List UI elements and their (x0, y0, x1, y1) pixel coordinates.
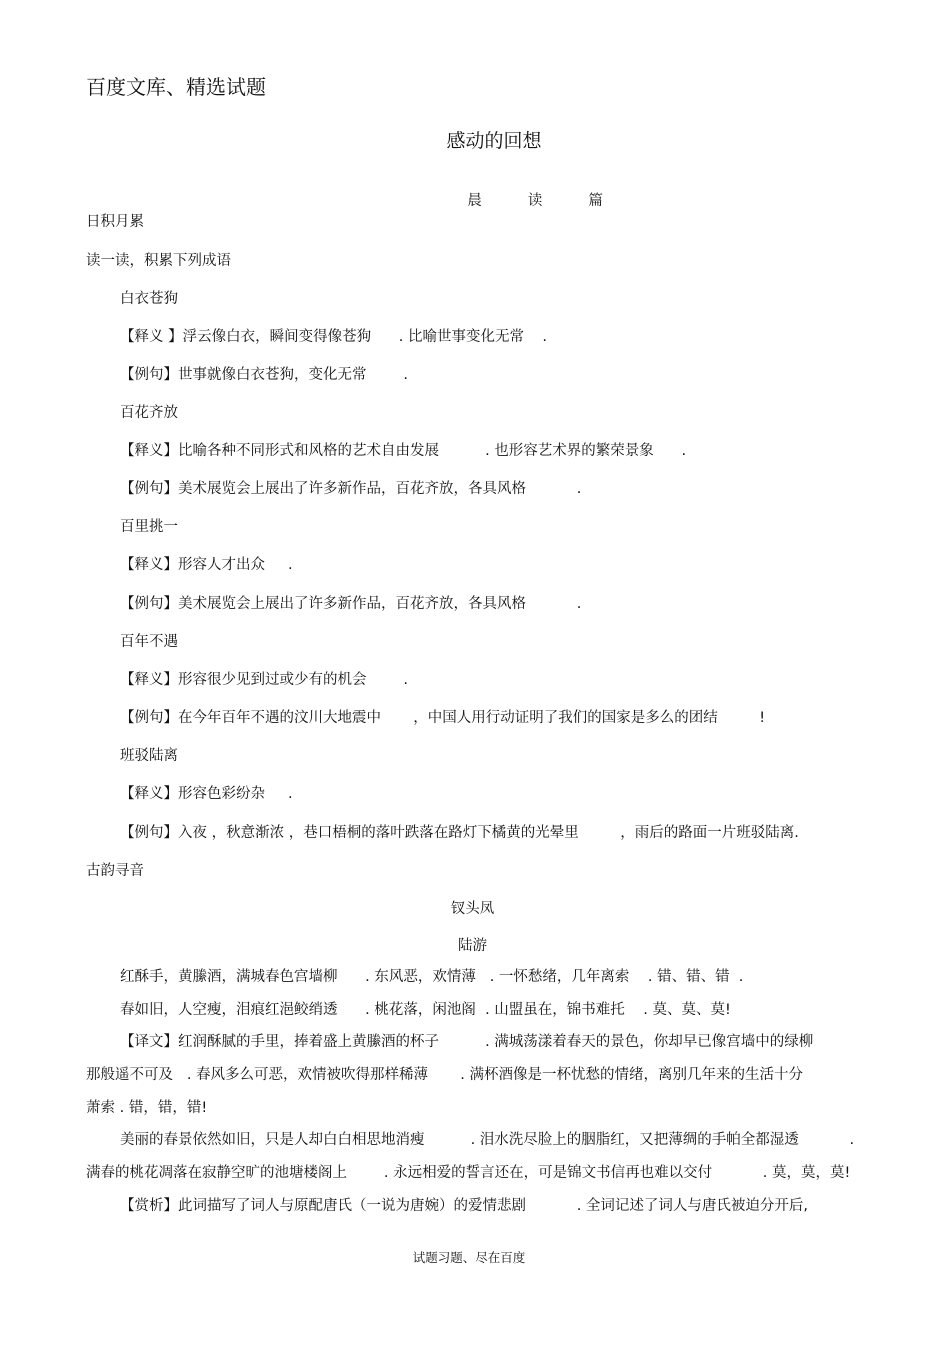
translation-line: 【译文】红润酥腻的手里，捧着盛上黄縢酒的杯子 . 满城荡漾着春天的景色，你却早已像宫墙中的绿柳 (120, 1034, 814, 1050)
translation-line: 满春的桃花凋落在寂静空旷的池塘楼阁上 . 永远相爱的誓言还在，可是锦文书信再也难以交付 . 莫，莫，莫! (86, 1165, 851, 1181)
idiom-meaning: 【释义】形容色彩纷杂 . (120, 786, 293, 802)
page-footer: 试题习题、尽在百度 (412, 1250, 526, 1265)
idiom-word: 百年不遇 (120, 634, 178, 650)
subtitle-char: 晨 (467, 193, 482, 209)
section-heading: 古韵寻音 (86, 863, 144, 879)
idiom-example: 【例句】美术展览会上展出了许多新作品，百花齐放，各具风格 . (120, 481, 582, 497)
subtitle-char: 篇 (588, 193, 603, 209)
subtitle (58, 174, 950, 210)
poem-line: 春如旧，人空瘦，泪痕红浥鲛绡透 . 桃花落，闲池阁 . 山盟虽在，锦书难托 . 莫、莫、莫! (120, 1002, 731, 1018)
subtitle-char: 读 (527, 193, 543, 209)
idiom-word: 白衣苍狗 (120, 291, 178, 307)
idiom-meaning: 【释义】形容人才出众 . (120, 557, 293, 573)
instruction: 读一读，积累下列成语 (86, 253, 231, 269)
idiom-word: 班驳陆离 (120, 748, 178, 764)
idiom-example: 【例句】世事就像白衣苍狗，变化无常 . (120, 367, 408, 383)
poem-title: 钗头凤 (450, 901, 495, 917)
idiom-meaning: 【释义】比喻各种不同形式和风格的艺术自由发展 . 也形容艺术界的繁荣景象 . (120, 443, 687, 459)
section-heading: 日积月累 (86, 214, 144, 230)
poem-author: 陆游 (458, 938, 487, 954)
header-title: 百度文库、精选试题 (86, 75, 266, 99)
idiom-meaning: 【释义】形容很少见到过或少有的机会 . (120, 672, 408, 688)
idiom-example: 【例句】美术展览会上展出了许多新作品，百花齐放，各具风格 . (120, 596, 582, 612)
idiom-meaning: 【释义 】浮云像白衣，瞬间变得像苍狗 . 比喻世事变化无常 . (120, 329, 548, 345)
page-title: 感动的回想 (446, 130, 542, 152)
idiom-example: 【例句】入夜 ，秋意渐浓 ，巷口梧桐的落叶跌落在路灯下橘黄的光晕里 ，雨后的路面一片班驳陆离. (120, 825, 799, 841)
translation-line: 萧索 . 错，错，错! (86, 1100, 208, 1116)
idiom-example: 【例句】在今年百年不遇的汶川大地震中 ，中国人用行动证明了我们的国家是多么的团结 ! (120, 710, 766, 726)
translation-line: 那般遥不可及 . 春风多么可恶，欢情被吹得那样稀薄 . 满杯酒像是一杯忧愁的情绪，离别几年来的生活十分 (86, 1067, 804, 1083)
translation-line: 美丽的春景依然如旧，只是人却白白相思地消瘦 . 泪水洗尽脸上的胭脂红，又把薄绸的手帕全都湿透 . (120, 1132, 855, 1148)
idiom-word: 百里挑一 (120, 519, 178, 535)
idiom-word: 百花齐放 (120, 405, 178, 421)
appreciation: 【赏析】此词描写了词人与原配唐氏（一说为唐婉）的爱情悲剧 . 全词记述了词人与唐氏被迫分开后, (120, 1198, 809, 1214)
poem-line: 红酥手，黄縢酒，满城春色宫墙柳 . 东风恶，欢情薄 . 一怀愁绪，几年离索 . 错、错、错 . (120, 969, 744, 985)
